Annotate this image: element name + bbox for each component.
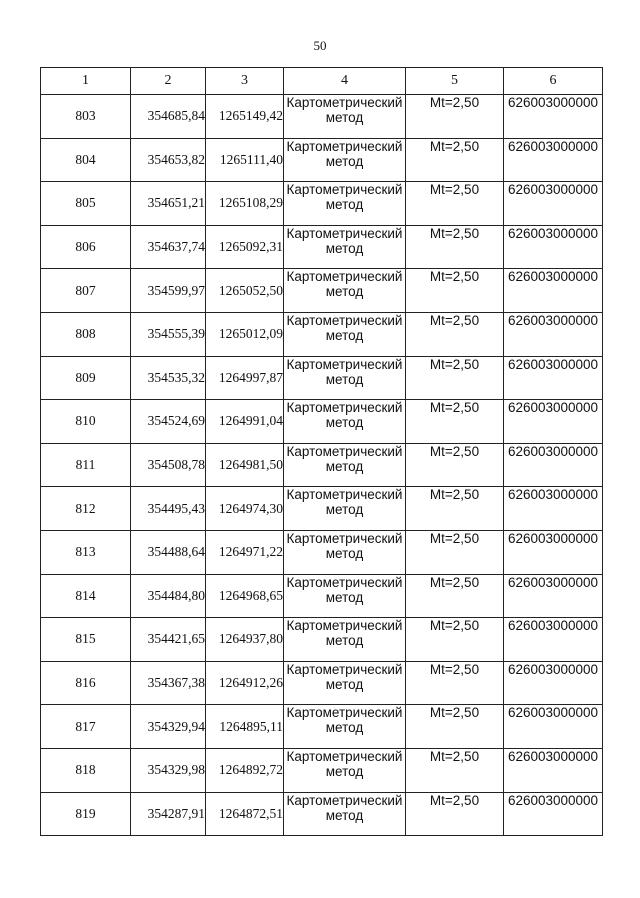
table-header-row	[41, 68, 603, 95]
method-cell	[284, 400, 406, 444]
y-coordinate-cell: 1265052,50	[206, 269, 284, 313]
column-header: 3	[206, 68, 284, 95]
y-coordinate-cell: 1264991,04	[206, 400, 284, 444]
accuracy-cell: Mt=2,50	[406, 182, 504, 226]
code-cell: 626003000000	[504, 356, 603, 400]
method-text: метод	[325, 589, 364, 605]
method-cell	[284, 574, 406, 618]
table-row	[41, 748, 603, 792]
code-cell: 626003000000	[504, 95, 603, 139]
x-coordinate-cell: 354524,69	[131, 400, 206, 444]
point-number-cell: 812	[41, 487, 131, 531]
point-number-cell: 806	[41, 225, 131, 269]
accuracy-cell: Mt=2,50	[406, 356, 504, 400]
method-text: метод	[325, 633, 364, 649]
table-row	[41, 225, 603, 269]
accuracy-cell: Mt=2,50	[406, 792, 504, 836]
table-row	[41, 312, 603, 356]
method-text: метод	[325, 720, 364, 736]
method-cell	[284, 792, 406, 836]
method-cell	[284, 443, 406, 487]
method-text: метод	[325, 458, 364, 474]
x-coordinate-cell: 354495,43	[131, 487, 206, 531]
accuracy-cell: Mt=2,50	[406, 574, 504, 618]
point-number-cell: 819	[41, 792, 131, 836]
x-coordinate-cell: 354599,97	[131, 269, 206, 313]
x-coordinate-cell: 354488,64	[131, 530, 206, 574]
code-cell: 626003000000	[504, 748, 603, 792]
coordinates-table	[40, 67, 603, 836]
y-coordinate-cell: 1264937,80	[206, 618, 284, 662]
method-text: Картометрический	[286, 748, 403, 764]
y-coordinate-cell: 1264912,26	[206, 661, 284, 705]
accuracy-cell: Mt=2,50	[406, 748, 504, 792]
point-number-cell: 807	[41, 269, 131, 313]
method-text: Картометрический	[286, 661, 403, 677]
y-coordinate-cell: 1264971,22	[206, 530, 284, 574]
code-cell: 626003000000	[504, 618, 603, 662]
accuracy-cell: Mt=2,50	[406, 312, 504, 356]
method-cell	[284, 661, 406, 705]
accuracy-cell: Mt=2,50	[406, 269, 504, 313]
point-number-cell: 811	[41, 443, 131, 487]
code-cell: 626003000000	[504, 574, 603, 618]
method-text: метод	[325, 763, 364, 779]
point-number-cell: 816	[41, 661, 131, 705]
accuracy-cell: Mt=2,50	[406, 530, 504, 574]
method-cell	[284, 487, 406, 531]
accuracy-cell: Mt=2,50	[406, 400, 504, 444]
table-row	[41, 574, 603, 618]
y-coordinate-cell: 1265012,09	[206, 312, 284, 356]
method-text: метод	[325, 284, 364, 300]
method-cell	[284, 225, 406, 269]
x-coordinate-cell: 354329,94	[131, 705, 206, 749]
method-text: метод	[325, 110, 364, 125]
column-header: 6	[504, 68, 603, 95]
method-text: метод	[325, 371, 364, 387]
accuracy-cell: Mt=2,50	[406, 705, 504, 749]
method-text: Картометрический	[286, 225, 403, 241]
x-coordinate-cell: 354484,80	[131, 574, 206, 618]
table-row	[41, 530, 603, 574]
method-text: метод	[325, 327, 364, 343]
method-text: Картометрический	[286, 400, 403, 416]
table-row	[41, 487, 603, 531]
y-coordinate-cell: 1264895,11	[206, 705, 284, 749]
y-coordinate-cell: 1264997,87	[206, 356, 284, 400]
y-coordinate-cell: 1264892,72	[206, 748, 284, 792]
y-coordinate-cell: 1265111,40	[206, 138, 284, 182]
point-number-cell: 818	[41, 748, 131, 792]
table-row	[41, 443, 603, 487]
x-coordinate-cell: 354685,84	[131, 95, 206, 139]
code-cell: 626003000000	[504, 182, 603, 226]
accuracy-cell: Mt=2,50	[406, 95, 504, 139]
method-text: Картометрический	[286, 487, 403, 503]
point-number-cell: 804	[41, 138, 131, 182]
method-text: Картометрический	[286, 792, 403, 808]
method-text: метод	[325, 153, 364, 169]
table-row	[41, 182, 603, 226]
method-text: Картометрический	[286, 705, 403, 721]
code-cell: 626003000000	[504, 138, 603, 182]
method-cell	[284, 530, 406, 574]
x-coordinate-cell: 354651,21	[131, 182, 206, 226]
x-coordinate-cell: 354535,32	[131, 356, 206, 400]
method-text: метод	[325, 807, 364, 823]
method-text: Картометрический	[286, 182, 403, 198]
code-cell: 626003000000	[504, 792, 603, 836]
method-cell	[284, 95, 406, 139]
method-text: Картометрический	[286, 443, 403, 459]
method-text: Картометрический	[286, 618, 403, 634]
method-cell	[284, 138, 406, 182]
point-number-cell: 810	[41, 400, 131, 444]
x-coordinate-cell: 354329,98	[131, 748, 206, 792]
point-number-cell: 813	[41, 530, 131, 574]
column-header: 2	[131, 68, 206, 95]
method-text: метод	[325, 545, 364, 561]
code-cell: 626003000000	[504, 705, 603, 749]
method-text: метод	[325, 240, 364, 256]
method-text: Картометрический	[286, 574, 403, 590]
method-text: Картометрический	[286, 138, 403, 154]
code-cell: 626003000000	[504, 443, 603, 487]
page-number: 50	[313, 38, 327, 53]
code-cell: 626003000000	[504, 487, 603, 531]
table-row	[41, 95, 603, 139]
method-cell	[284, 269, 406, 313]
code-cell: 626003000000	[504, 400, 603, 444]
accuracy-cell: Mt=2,50	[406, 618, 504, 662]
accuracy-cell: Mt=2,50	[406, 487, 504, 531]
method-text: Картометрический	[286, 356, 403, 372]
point-number-cell: 814	[41, 574, 131, 618]
table-body	[41, 95, 603, 836]
code-cell: 626003000000	[504, 661, 603, 705]
table-row	[41, 356, 603, 400]
point-number-cell: 805	[41, 182, 131, 226]
point-number-cell: 815	[41, 618, 131, 662]
y-coordinate-cell: 1264968,65	[206, 574, 284, 618]
column-header: 4	[284, 68, 406, 95]
method-cell	[284, 356, 406, 400]
x-coordinate-cell: 354367,38	[131, 661, 206, 705]
method-text: Картометрический	[286, 95, 403, 110]
y-coordinate-cell: 1265092,31	[206, 225, 284, 269]
table-row	[41, 705, 603, 749]
column-header: 5	[406, 68, 504, 95]
y-coordinate-cell: 1264974,30	[206, 487, 284, 531]
x-coordinate-cell: 354508,78	[131, 443, 206, 487]
point-number-cell: 809	[41, 356, 131, 400]
method-text: Картометрический	[286, 530, 403, 546]
point-number-cell: 803	[41, 95, 131, 139]
method-text: метод	[325, 415, 364, 431]
y-coordinate-cell: 1264981,50	[206, 443, 284, 487]
method-text: Картометрический	[286, 312, 403, 328]
method-cell	[284, 618, 406, 662]
code-cell: 626003000000	[504, 530, 603, 574]
method-text: метод	[325, 676, 364, 692]
table-row	[41, 138, 603, 182]
x-coordinate-cell: 354421,65	[131, 618, 206, 662]
point-number-cell: 808	[41, 312, 131, 356]
method-cell	[284, 748, 406, 792]
table-row	[41, 400, 603, 444]
y-coordinate-cell: 1265108,29	[206, 182, 284, 226]
x-coordinate-cell: 354287,91	[131, 792, 206, 836]
column-header: 1	[41, 68, 131, 95]
code-cell: 626003000000	[504, 225, 603, 269]
y-coordinate-cell: 1265149,42	[206, 95, 284, 139]
table-row	[41, 792, 603, 836]
table-row	[41, 269, 603, 313]
method-cell	[284, 312, 406, 356]
accuracy-cell: Mt=2,50	[406, 443, 504, 487]
method-text: метод	[325, 197, 364, 213]
code-cell: 626003000000	[504, 312, 603, 356]
accuracy-cell: Mt=2,50	[406, 138, 504, 182]
table-row	[41, 618, 603, 662]
x-coordinate-cell: 354555,39	[131, 312, 206, 356]
accuracy-cell: Mt=2,50	[406, 661, 504, 705]
method-text: метод	[325, 502, 364, 518]
code-cell: 626003000000	[504, 269, 603, 313]
y-coordinate-cell: 1264872,51	[206, 792, 284, 836]
point-number-cell: 817	[41, 705, 131, 749]
x-coordinate-cell: 354637,74	[131, 225, 206, 269]
accuracy-cell: Mt=2,50	[406, 225, 504, 269]
method-text: Картометрический	[286, 269, 403, 285]
method-cell	[284, 705, 406, 749]
x-coordinate-cell: 354653,82	[131, 138, 206, 182]
table-row	[41, 661, 603, 705]
method-cell	[284, 182, 406, 226]
